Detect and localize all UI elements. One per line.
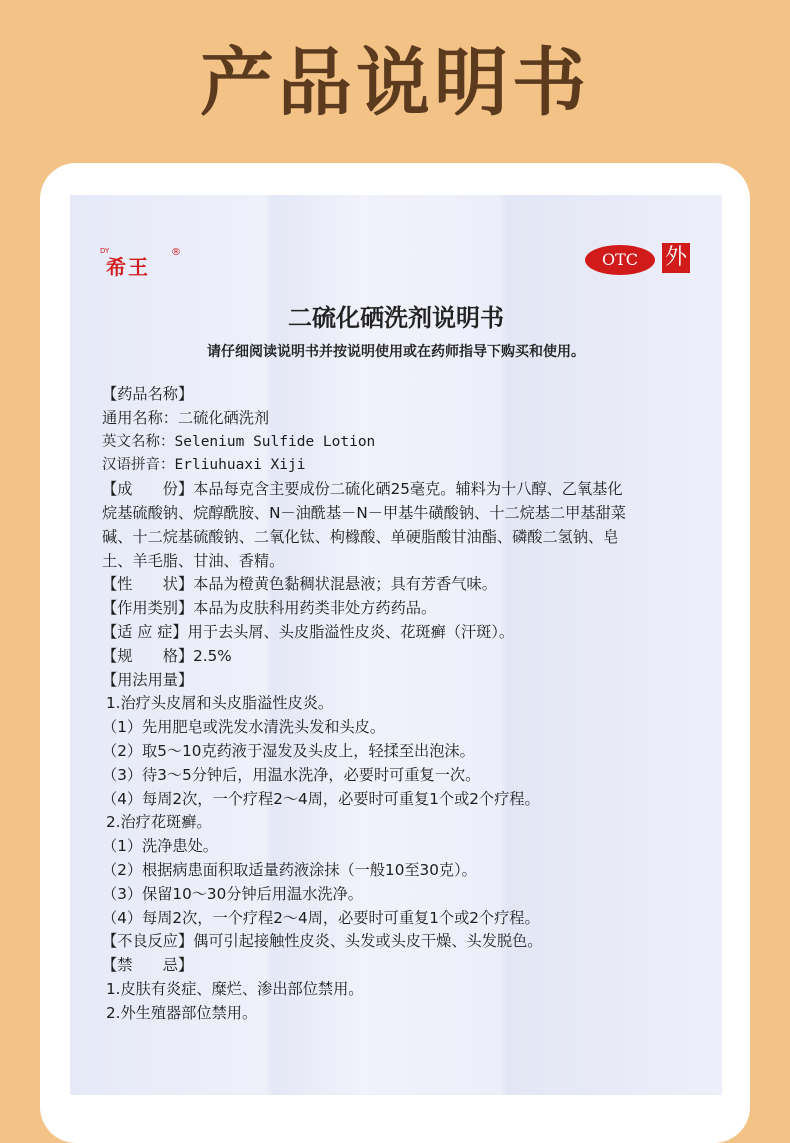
text-line: 汉语拼音：Erliuhuaxi Xiji (102, 457, 306, 474)
text-line: 英文名称：Selenium Sulfide Lotion (102, 433, 376, 450)
text-line: 碱、十二烷基硫酸钠、二氧化钛、枸橼酸、单硬脂酸甘油酯、磷酸二氢钠、皂 (102, 527, 619, 546)
registered-mark: ® (171, 247, 181, 258)
text-line: 【作用类别】本品为皮肤科用药类非处方药药品。 (102, 599, 437, 618)
text-line: （3）保留10～30分钟后用温水洗净。 (102, 884, 363, 903)
text-line: （2）根据病患面积取适量药液涂抹（一般10至30克）。 (102, 860, 477, 879)
text-line: 1.治疗头皮屑和头皮脂溢性皮炎。 (106, 694, 334, 713)
text-line: 【不良反应】偶可引起接触性皮炎、头发或头皮干燥、头发脱色。 (102, 932, 543, 951)
text-line: 【药品名称】 (102, 385, 194, 403)
text-line: （4）每周2次，一个疗程2～4周，必要时可重复1个或2个疗程。 (102, 908, 540, 927)
text-line: 土、羊毛脂、甘油、香精。 (102, 551, 285, 570)
text-line: （1）先用肥皂或洗发水清洗头发和头皮。 (102, 718, 386, 737)
text-line: 通用名称：二硫化硒洗剂 (102, 408, 270, 427)
text-line: 【性 状】本品为橙黄色黏稠状混悬液；具有芳香气味。 (102, 575, 497, 594)
text-line: 【规 格】2.5% (102, 646, 232, 665)
logo-prefix: DY (100, 247, 110, 255)
leaflet-photo (70, 195, 722, 1095)
leaflet-body (102, 383, 702, 1026)
text-line: 【成 份】本品每克含主要成份二硫化硒25毫克。辅料为十八醇、乙氧基化 (102, 480, 623, 499)
text-line: （4）每周2次，一个疗程2～4周，必要时可重复1个或2个疗程。 (102, 789, 540, 808)
text-line: （2）取5～10克药液于湿发及头皮上，轻揉至出泡沫。 (102, 741, 475, 760)
text-line: （3）待3～5分钟后，用温水洗净，必要时可重复一次。 (102, 765, 481, 784)
text-line: 【适 应 症】用于去头屑、头皮脂溢性皮炎、花斑癣（汗斑）。 (102, 622, 515, 641)
external-use-badge: 外 (662, 243, 690, 273)
text-line: 烷基硫酸钠、烷醇酰胺、N－油酰基－N－甲基牛磺酸钠、十二烷基二甲基甜菜 (102, 503, 626, 522)
text-line: 【用法用量】 (102, 670, 194, 689)
text-line: 2.治疗花斑癣。 (106, 813, 212, 832)
text-line: 【禁 忌】 (102, 956, 194, 975)
text-line: （1）洗净患处。 (102, 837, 218, 856)
otc-badge: OTC (585, 245, 655, 275)
document-title: 二硫化硒洗剂说明书 (288, 304, 504, 332)
banner-title: 产品说明书 (200, 40, 590, 126)
document-subtitle: 请仔细阅读说明书并按说明使用或在药师指导下购买和使用。 (207, 344, 585, 360)
text-line: 2.外生殖器部位禁用。 (106, 1003, 258, 1022)
brand-logo: 希王 (106, 255, 150, 279)
text-line: 1.皮肤有炎症、糜烂、渗出部位禁用。 (106, 979, 364, 998)
